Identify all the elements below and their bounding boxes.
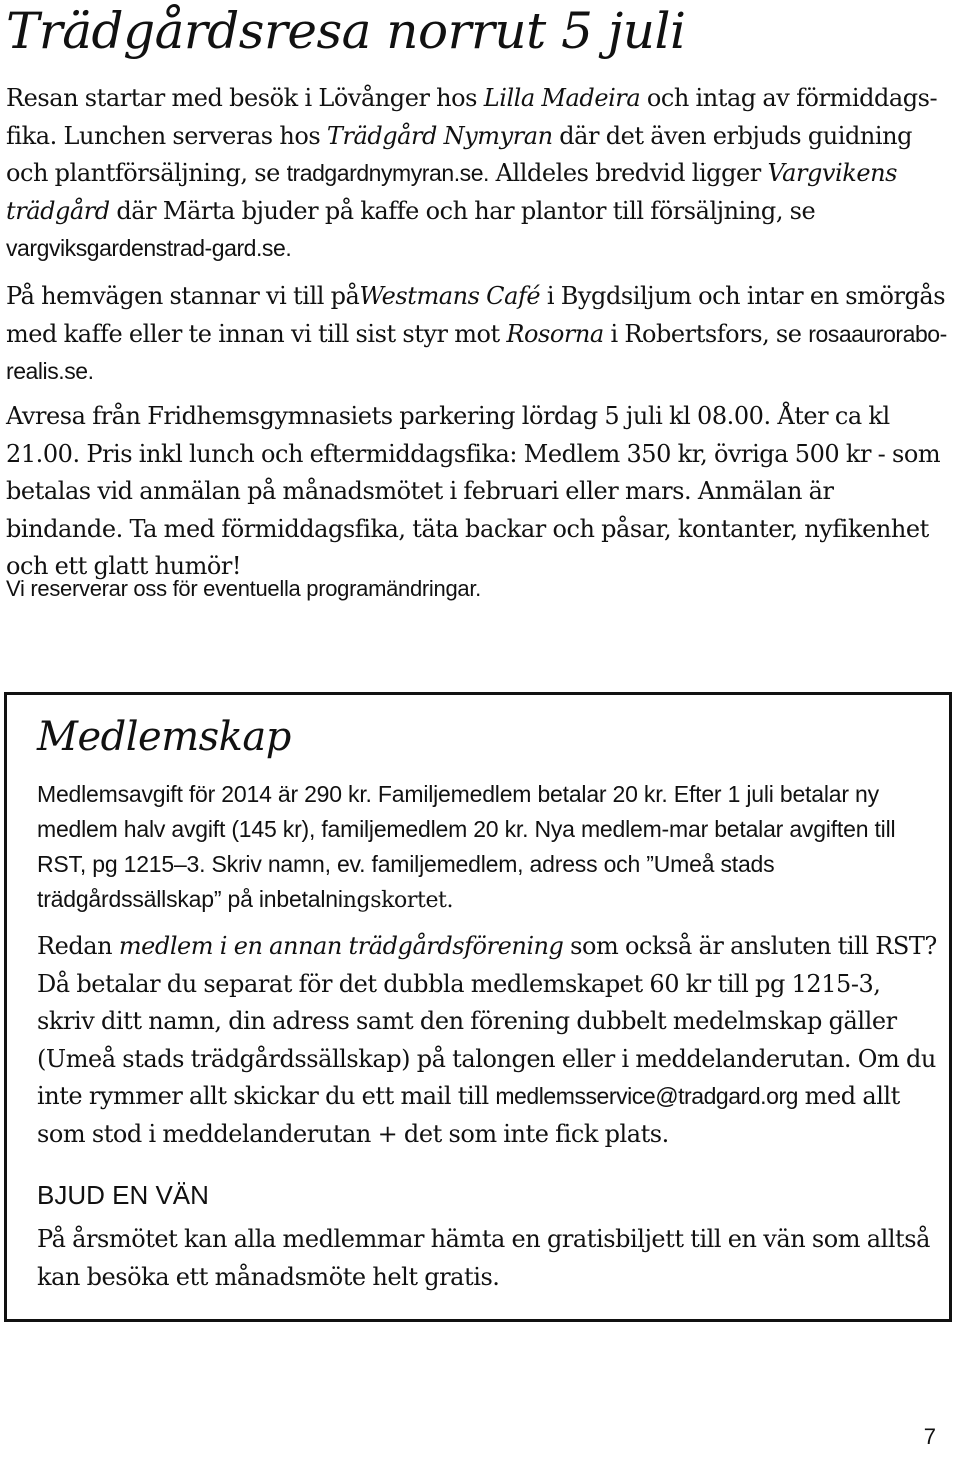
bring-friend-heading: BJUD EN VÄN <box>37 1180 209 1210</box>
membership-box <box>4 692 952 1322</box>
text-span: där Märta bjuder på kaffe och har plantor till försäljning, se <box>109 196 816 225</box>
membership-title: Medlemskap <box>37 714 291 760</box>
text-span: Alldeles bredvid ligger <box>488 159 768 187</box>
venue-vargvikens: Vargvikens trädgård <box>6 159 897 225</box>
link-tradgardnymyran: tradgardnymyran.se. <box>286 160 489 186</box>
venue-rosorna: Rosorna <box>506 319 604 348</box>
text-span: Resan startar med besök i Lövånger hos <box>6 84 484 112</box>
link-rosaaurora: rosaaurorabo-realis.se. <box>6 320 947 384</box>
venue-tradgard-nymyran: Trädgård Nymyran <box>326 121 553 150</box>
text-span: ngskortet. <box>342 888 454 913</box>
venue-westmans-cafe: Westmans Café <box>359 282 541 310</box>
text-span: och intag av förmiddags-fika. Lunchen serveras hos <box>6 84 938 150</box>
text-span: i Robertsfors, se <box>603 319 809 348</box>
program-change-note: Vi reserverar oss för eventuella programändringar. <box>6 576 481 601</box>
text-span: med allt som stod i meddelanderutan + det som inte fick plats. <box>37 1082 900 1148</box>
page-title: Trädgårdsresa norrut 5 juli <box>6 2 686 60</box>
other-association-emphasis: medlem i en annan trädgårdsförening <box>118 932 564 960</box>
venue-lilla-madeira: Lilla Madeira <box>483 84 641 112</box>
trip-intro-paragraph <box>6 80 956 268</box>
text-span: Redan <box>37 932 119 960</box>
link-vargviksgarden: vargviksgardenstrad-gard.se. <box>6 235 292 261</box>
text-span: Medlemsavgift för 2014 är 290 kr. Familjemedlem betalar 20 kr. Efter 1 juli betalar ny medlem halv avgift (145 kr), familjemedlem 20 kr. Nya medlem-mar betalar avgiften till RST, pg 1215–3. Skriv namn, ev. familjemedlem, adress och ”Umeå stads trädgårdssällskap” på inbetalni <box>37 781 896 912</box>
text-span: som också är ansluten till RST? Då betalar du separat för det dubbla medlemskapet 60 kr till pg 1215-3, skriv ditt namn, din adress samt den förening dubbelt medelmskap gäller (Umeå stads trädgårdssällskap) på talongen eller i meddelanderutan. Om du inte rymmer allt skickar du ett mail till <box>37 932 937 1110</box>
dual-membership-paragraph <box>37 928 937 1153</box>
text-span: i Bygdsiljum och intar en smörgås med kaffe eller te innan vi till sist styr mot <box>6 282 946 348</box>
email-address: medlemsservice@tradgard.org <box>495 1083 798 1109</box>
trip-return-paragraph <box>6 278 956 391</box>
page-number: 7 <box>923 1424 936 1449</box>
membership-fee-paragraph <box>37 777 937 918</box>
text-span: På hemvägen stannar vi till på <box>6 282 360 310</box>
text-span: där det även erbjuds guidning och plantförsäljning, se <box>6 121 913 187</box>
trip-details-paragraph: Avresa från Fridhemsgymnasiets parkering lördag 5 juli kl 08.00. Åter ca kl 21.00. Pris inkl lunch och eftermiddagsfika: Medlem 350 kr, övriga 500 kr - som betalas vid anmälan på månadsmötet i februari eller mars. Anmälan är bindande. Ta med förmiddagsfika, täta backar och påsar, kontanter, nyfikenhet och ett glatt humör! <box>6 402 941 580</box>
bring-friend-paragraph: På årsmötet kan alla medlemmar hämta en gratisbiljett till en vän som alltså kan besöka ett månadsmöte helt gratis. <box>37 1225 930 1291</box>
